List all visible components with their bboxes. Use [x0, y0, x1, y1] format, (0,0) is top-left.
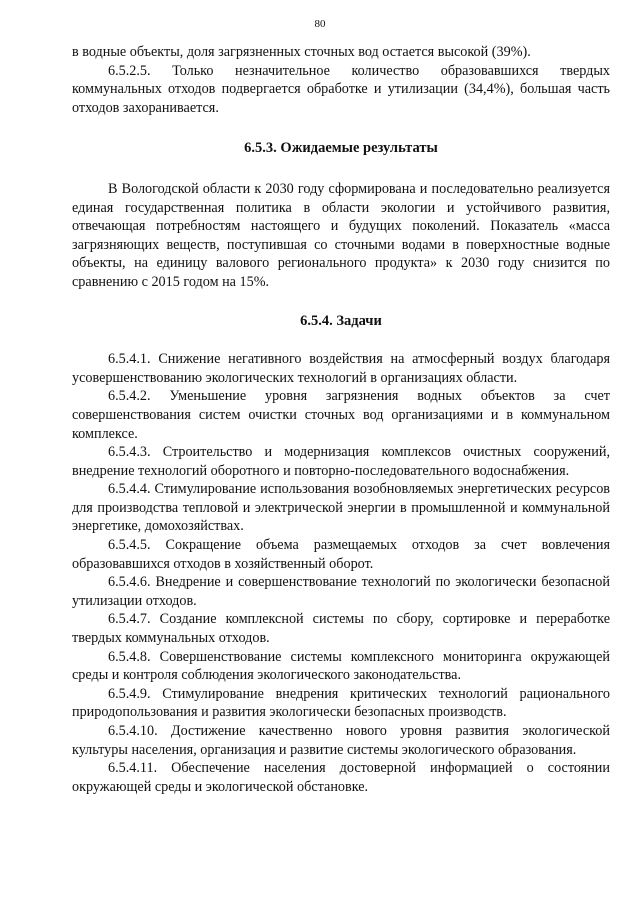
- continued-paragraph: в водные объекты, доля загрязненных сточных вод остается высокой (39%).: [72, 44, 531, 60]
- task-item: 6.5.4.1. Снижение негативного воздействия на атмосферный воздух благодаря усовершенствованию экологических технологий в организациях области.: [72, 351, 610, 386]
- task-item: 6.5.4.5. Сокращение объема размещаемых отходов за счет вовлечения образовавшихся отходов в хозяйственный оборот.: [72, 537, 610, 572]
- expected-results-paragraph: В Вологодской области к 2030 году сформирована и последовательно реализуется единая государственная политика в области экологии и устойчивого развития, отвечающая потребностям настоящего и будущих поколений. Показатель «масса загрязняющих веществ, поступившая со сточными водами в поверхностные водные объекты, на единицу валового регионального продукта» к 2030 году снизится по сравнению с 2015 годом на 15%.: [72, 180, 610, 290]
- paragraph-6-5-2-5: 6.5.2.5. Только незначительное количество образовавшихся твердых коммунальных отходов подвергается обработке и утилизации (34,4%), большая часть отходов захоранивается.: [72, 62, 610, 116]
- task-item: 6.5.4.3. Строительство и модернизация комплексов очистных сооружений, внедрение технологий оборотного и повторно-последовательного водоснабжения.: [72, 444, 610, 479]
- task-item: 6.5.4.10. Достижение качественно нового уровня развития экологической культуры населения, организация и развитие системы экологического образования.: [72, 723, 610, 758]
- task-item: 6.5.4.6. Внедрение и совершенствование технологий по экологически безопасной утилизации отходов.: [72, 574, 610, 609]
- page-content: [72, 43, 610, 796]
- task-item: 6.5.4.9. Стимулирование внедрения критических технологий рационального природопользования и развития экологически безопасных производств.: [72, 685, 610, 721]
- task-item: 6.5.4.11. Обеспечение населения достоверной информацией о состоянии окружающей среды и экологической обстановке.: [72, 760, 610, 795]
- task-item: 6.5.4.2. Уменьшение уровня загрязнения водных объектов за счет совершенствования систем очистки сточных вод организациями и в коммунальном комплексе.: [72, 388, 610, 442]
- section-heading-expected-results: 6.5.3. Ожидаемые результаты: [244, 140, 438, 157]
- page-number: 80: [314, 18, 326, 30]
- task-item: 6.5.4.4. Стимулирование использования возобновляемых энергетических ресурсов для производства тепловой и электрической энергии в промышленной и коммунальной энергетике, домохозяйствах.: [72, 481, 610, 535]
- tasks-list: [72, 350, 610, 796]
- task-item: 6.5.4.8. Совершенствование системы комплексного мониторинга окружающей среды и контроля соблюдения экологического законодательства.: [72, 648, 610, 684]
- section-heading-tasks: 6.5.4. Задачи: [300, 312, 382, 329]
- task-item: 6.5.4.7. Создание комплексной системы по сбору, сортировке и переработке твердых коммунальных отходов.: [72, 611, 610, 647]
